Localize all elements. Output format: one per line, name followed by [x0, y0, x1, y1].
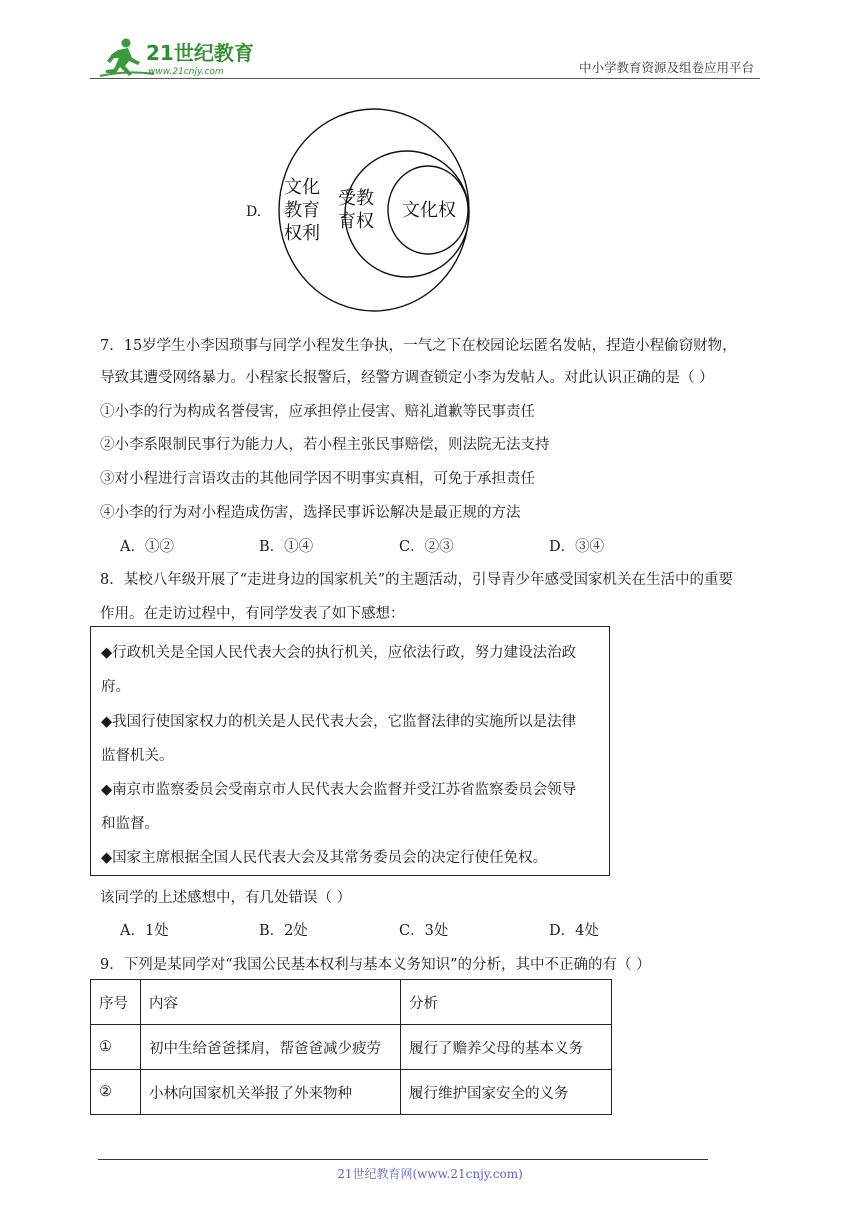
- q8-box-line6: 和监督。: [101, 816, 159, 832]
- table-header-row: [91, 980, 612, 1025]
- middle-label-1: 受教: [338, 188, 374, 209]
- q9-table: [90, 979, 612, 1115]
- q8-option-a[interactable]: A．1处: [120, 923, 169, 939]
- q8-question: 该同学的上述感想中，有几处错误（ ）: [100, 890, 352, 906]
- option-d-label: D.: [246, 204, 262, 220]
- row1-content: 初中生给爸爸揉肩，帮爸爸减少疲劳: [141, 1025, 401, 1070]
- q8-box-line3: ◆我国行使国家权力的机关是人民代表大会，它监督法律的实施所以是法律: [101, 714, 577, 730]
- q8-stem-line1: 8．某校八年级开展了“走进身边的国家机关”的主题活动，引导青少年感受国家机关在生活中的重要: [100, 572, 734, 588]
- q7-option-c[interactable]: C．②③: [399, 539, 454, 555]
- row2-number: ②: [91, 1070, 141, 1115]
- q8-thoughts-box: [90, 626, 610, 876]
- outer-label-1: 文化: [284, 177, 320, 198]
- row1-analysis: 履行了赡养父母的基本义务: [401, 1025, 612, 1070]
- table-row: [91, 1070, 612, 1115]
- q7-option-a[interactable]: A．①②: [120, 539, 174, 555]
- site-logo: [96, 36, 266, 80]
- table-row: [91, 1025, 612, 1070]
- venn-diagram: [240, 104, 480, 314]
- q8-box-line7: ◆国家主席根据全国人民代表大会及其常务委员会的决定行使任免权。: [101, 850, 548, 866]
- q8-option-d[interactable]: D．4处: [549, 923, 599, 939]
- footer-link[interactable]: 21世纪教育网(www.21cnjy.com): [337, 1167, 523, 1181]
- q7-item-1: ①小李的行为构成名誉侵害，应承担停止侵害、赔礼道歉等民事责任: [100, 404, 535, 420]
- q7-item-4: ④小李的行为对小程造成伤害，选择民事诉讼解决是最正规的方法: [100, 505, 521, 521]
- header-divider: [90, 78, 760, 79]
- header-content: 内容: [141, 980, 401, 1025]
- q9-stem: 9．下列是某同学对“我国公民基本权利与基本义务知识”的分析，其中不正确的有（ ）: [100, 957, 651, 973]
- q7-option-b[interactable]: B．①④: [259, 539, 314, 555]
- header-analysis: 分析: [401, 980, 612, 1025]
- q8-stem-line2: 作用。在走访过程中，有同学发表了如下感想：: [100, 606, 405, 622]
- header-number: 序号: [91, 980, 141, 1025]
- row1-number: ①: [91, 1025, 141, 1070]
- q7-option-d[interactable]: D．③④: [549, 539, 605, 555]
- q8-box-line2: 府。: [101, 679, 130, 695]
- row2-content: 小林向国家机关举报了外来物种: [141, 1070, 401, 1115]
- q8-box-line5: ◆南京市监察委员会受南京市人民代表大会监督并受江苏省监察委员会领导: [101, 782, 577, 798]
- row2-analysis: 履行维护国家安全的义务: [401, 1070, 612, 1115]
- inner-label: 文化权: [402, 200, 456, 221]
- middle-label-2: 育权: [338, 211, 374, 232]
- footer-divider: [98, 1159, 708, 1160]
- q7-options: [120, 535, 680, 557]
- q7-stem-line2: 导致其遭受网络暴力。小程家长报警后，经警方调查锁定小李为发帖人。对此认识正确的是（ ）: [100, 370, 714, 386]
- q8-box-line1: ◆行政机关是全国人民代表大会的执行机关，应依法行政，努力建设法治政: [101, 645, 577, 661]
- platform-name: 中小学教育资源及组卷应用平台: [578, 60, 754, 75]
- logo-url: www.21cnjy.com: [148, 67, 224, 77]
- q7-item-2: ②小李系限制民事行为能力人，若小程主张民事赔偿，则法院无法支持: [100, 437, 550, 453]
- q8-options: [120, 919, 680, 941]
- logo-text: 21世纪教育: [146, 41, 254, 65]
- q7-stem-line1: 7．15岁学生小李因琐事与同学小程发生争执，一气之下在校园论坛匿名发帖，捏造小程偷窃财物，: [100, 338, 737, 354]
- q8-option-b[interactable]: B．2处: [259, 923, 308, 939]
- q7-item-3: ③对小程进行言语攻击的其他同学因不明事实真相，可免于承担责任: [100, 471, 535, 487]
- q8-box-line4: 监督机关。: [101, 748, 174, 764]
- q8-option-c[interactable]: C．3处: [399, 923, 449, 939]
- outer-label-2: 教育: [284, 200, 320, 221]
- outer-label-3: 权利: [284, 223, 320, 244]
